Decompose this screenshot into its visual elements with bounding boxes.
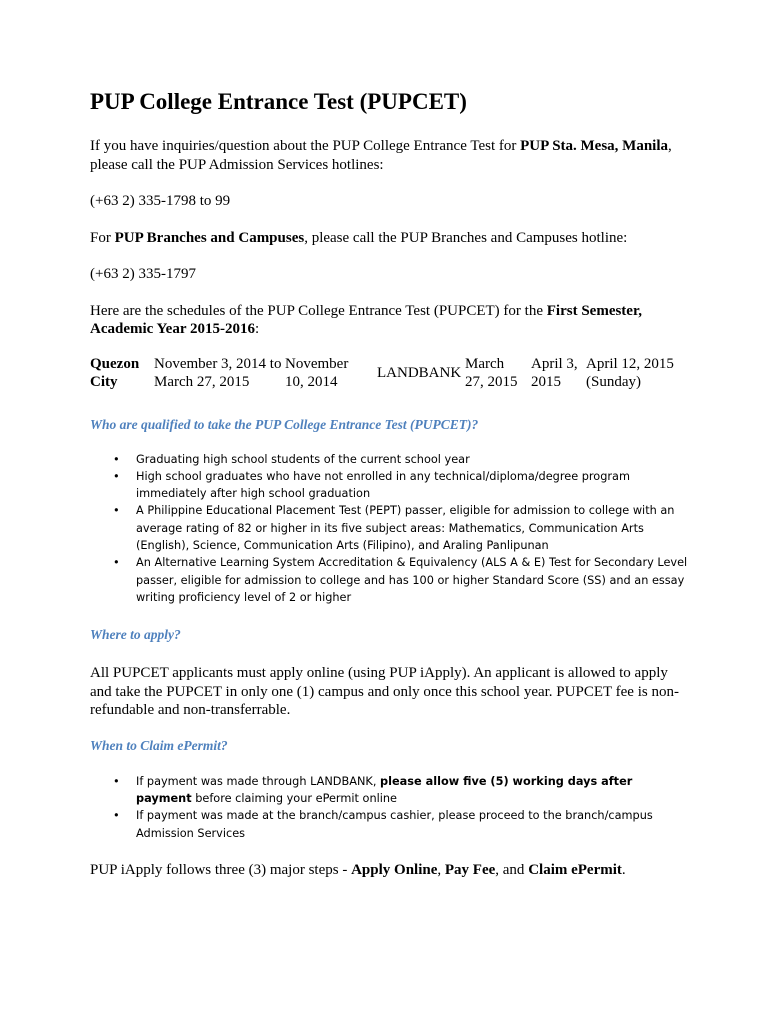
list-item-text: A Philippine Educational Placement Test (PEPT) passer, eligible for admission to college with an average rating of 82 or higher in its five subject areas: Mathematics, Communication Arts (English), Science, Communication Arts (Filipino), and Araling Panlipunan bbox=[136, 504, 675, 552]
bullet-icon: • bbox=[113, 556, 120, 570]
list-item-emphasis: please allow five (5) working days after payment bbox=[136, 774, 633, 805]
list-item-text-end: before claiming your ePermit online bbox=[191, 791, 397, 805]
schedule-result bbox=[465, 355, 531, 392]
branches-name: PUP Branches and Campuses bbox=[114, 229, 305, 246]
schedule-date bbox=[586, 355, 686, 392]
where-heading: Where to apply? bbox=[90, 627, 181, 643]
main-campus-name: PUP Sta. Mesa, Manila bbox=[520, 138, 669, 154]
schedule-exam-line2: 2015 bbox=[531, 374, 561, 390]
schedule-intro bbox=[90, 302, 690, 339]
inquiries-text: If you have inquiries/question about the PUP College Entrance Test for bbox=[90, 138, 521, 154]
schedule-period-end-line2: 10, 2014 bbox=[285, 374, 338, 390]
branches-paragraph bbox=[90, 229, 690, 248]
document-page bbox=[90, 88, 690, 897]
claim-list bbox=[90, 773, 690, 842]
schedule-campus-line1: Quezon bbox=[90, 355, 140, 372]
steps-separator: , and bbox=[495, 861, 529, 878]
list-item bbox=[90, 451, 690, 468]
qualified-list bbox=[90, 451, 690, 607]
semester-name: First Semester, Academic Year 2015-2016 bbox=[90, 302, 642, 337]
steps-paragraph bbox=[90, 861, 690, 880]
list-item-text: If payment was made at the branch/campus cashier, please proceed to the branch/campus Admission Services bbox=[136, 809, 653, 840]
bullet-icon: • bbox=[113, 774, 120, 788]
list-item-text: An Alternative Learning System Accreditation & Equivalency (ALS A & E) Test for Secondary Level passer, eligible for admission to college and has 100 or higher Standard Score (SS) and an essay writing proficiency level of 2 or higher bbox=[136, 556, 688, 604]
bullet-icon: • bbox=[113, 504, 120, 518]
page-title: PUP College Entrance Test (PUPCET) bbox=[90, 89, 467, 114]
inquiries-text-end: , please call the PUP Admission Services hotlines: bbox=[90, 138, 672, 173]
branches-text-end: , please call the PUP Branches and Campuses hotline: bbox=[304, 229, 628, 246]
branches-hotline: (+63 2) 335-1797 bbox=[90, 266, 196, 282]
qualified-heading: Who are qualified to take the PUP College Entrance Test (PUPCET)? bbox=[90, 416, 479, 432]
list-item bbox=[90, 554, 690, 606]
schedule-campus bbox=[90, 355, 154, 392]
where-paragraph: All PUPCET applicants must apply online (using PUP iApply). An applicant is allowed to apply and take the PUPCET in only one (1) campus and only once this school year. PUPCET fee is non-refundable and non-transferrable. bbox=[90, 665, 679, 719]
schedule-date-line2: (Sunday) bbox=[586, 374, 641, 390]
branches-text: For bbox=[90, 229, 115, 246]
schedule-registration bbox=[154, 355, 285, 392]
list-item bbox=[90, 502, 690, 554]
step-apply-online: Apply Online bbox=[351, 861, 438, 878]
steps-text: PUP iApply follows three (3) major steps - bbox=[90, 861, 352, 878]
schedule-period-end-line1: November bbox=[285, 355, 349, 372]
steps-end: . bbox=[621, 861, 626, 878]
bullet-icon: • bbox=[113, 809, 120, 823]
schedule-exam bbox=[531, 355, 586, 392]
schedule-result-line2: 27, 2015 bbox=[465, 374, 518, 390]
inquiries-paragraph bbox=[90, 137, 690, 174]
bullet-icon: • bbox=[113, 469, 120, 483]
list-item-text: High school graduates who have not enrolled in any technical/diploma/degree program immediately after high school graduation bbox=[136, 469, 630, 501]
schedule-registration-line2: March 27, 2015 bbox=[154, 374, 250, 390]
schedule-intro-end: : bbox=[254, 321, 260, 337]
claim-heading: When to Claim ePermit? bbox=[90, 737, 228, 753]
admission-hotline: (+63 2) 335-1798 to 99 bbox=[90, 193, 231, 209]
schedule-row bbox=[90, 355, 690, 392]
step-claim-epermit: Claim ePermit bbox=[528, 861, 622, 878]
list-item bbox=[90, 807, 690, 842]
step-pay-fee: Pay Fee bbox=[444, 861, 496, 878]
list-item bbox=[90, 468, 690, 503]
list-item-text: Graduating high school students of the current school year bbox=[136, 452, 470, 466]
schedule-bank: LANDBANK bbox=[377, 364, 462, 381]
schedule-intro-text: Here are the schedules of the PUP College Entrance Test (PUPCET) for the bbox=[90, 302, 547, 319]
schedule-exam-line1: April 3, bbox=[531, 355, 578, 372]
schedule-period-end bbox=[285, 355, 377, 392]
steps-separator: , bbox=[437, 861, 445, 878]
schedule-campus-line2: City bbox=[90, 374, 118, 390]
schedule-result-line1: March bbox=[465, 355, 505, 372]
list-item-text: If payment was made through LANDBANK, bbox=[136, 774, 381, 788]
schedule-date-line1: April 12, 2015 bbox=[586, 355, 674, 372]
schedule-registration-line1: November 3, 2014 to bbox=[154, 355, 282, 372]
list-item bbox=[90, 773, 690, 808]
bullet-icon: • bbox=[113, 452, 120, 466]
